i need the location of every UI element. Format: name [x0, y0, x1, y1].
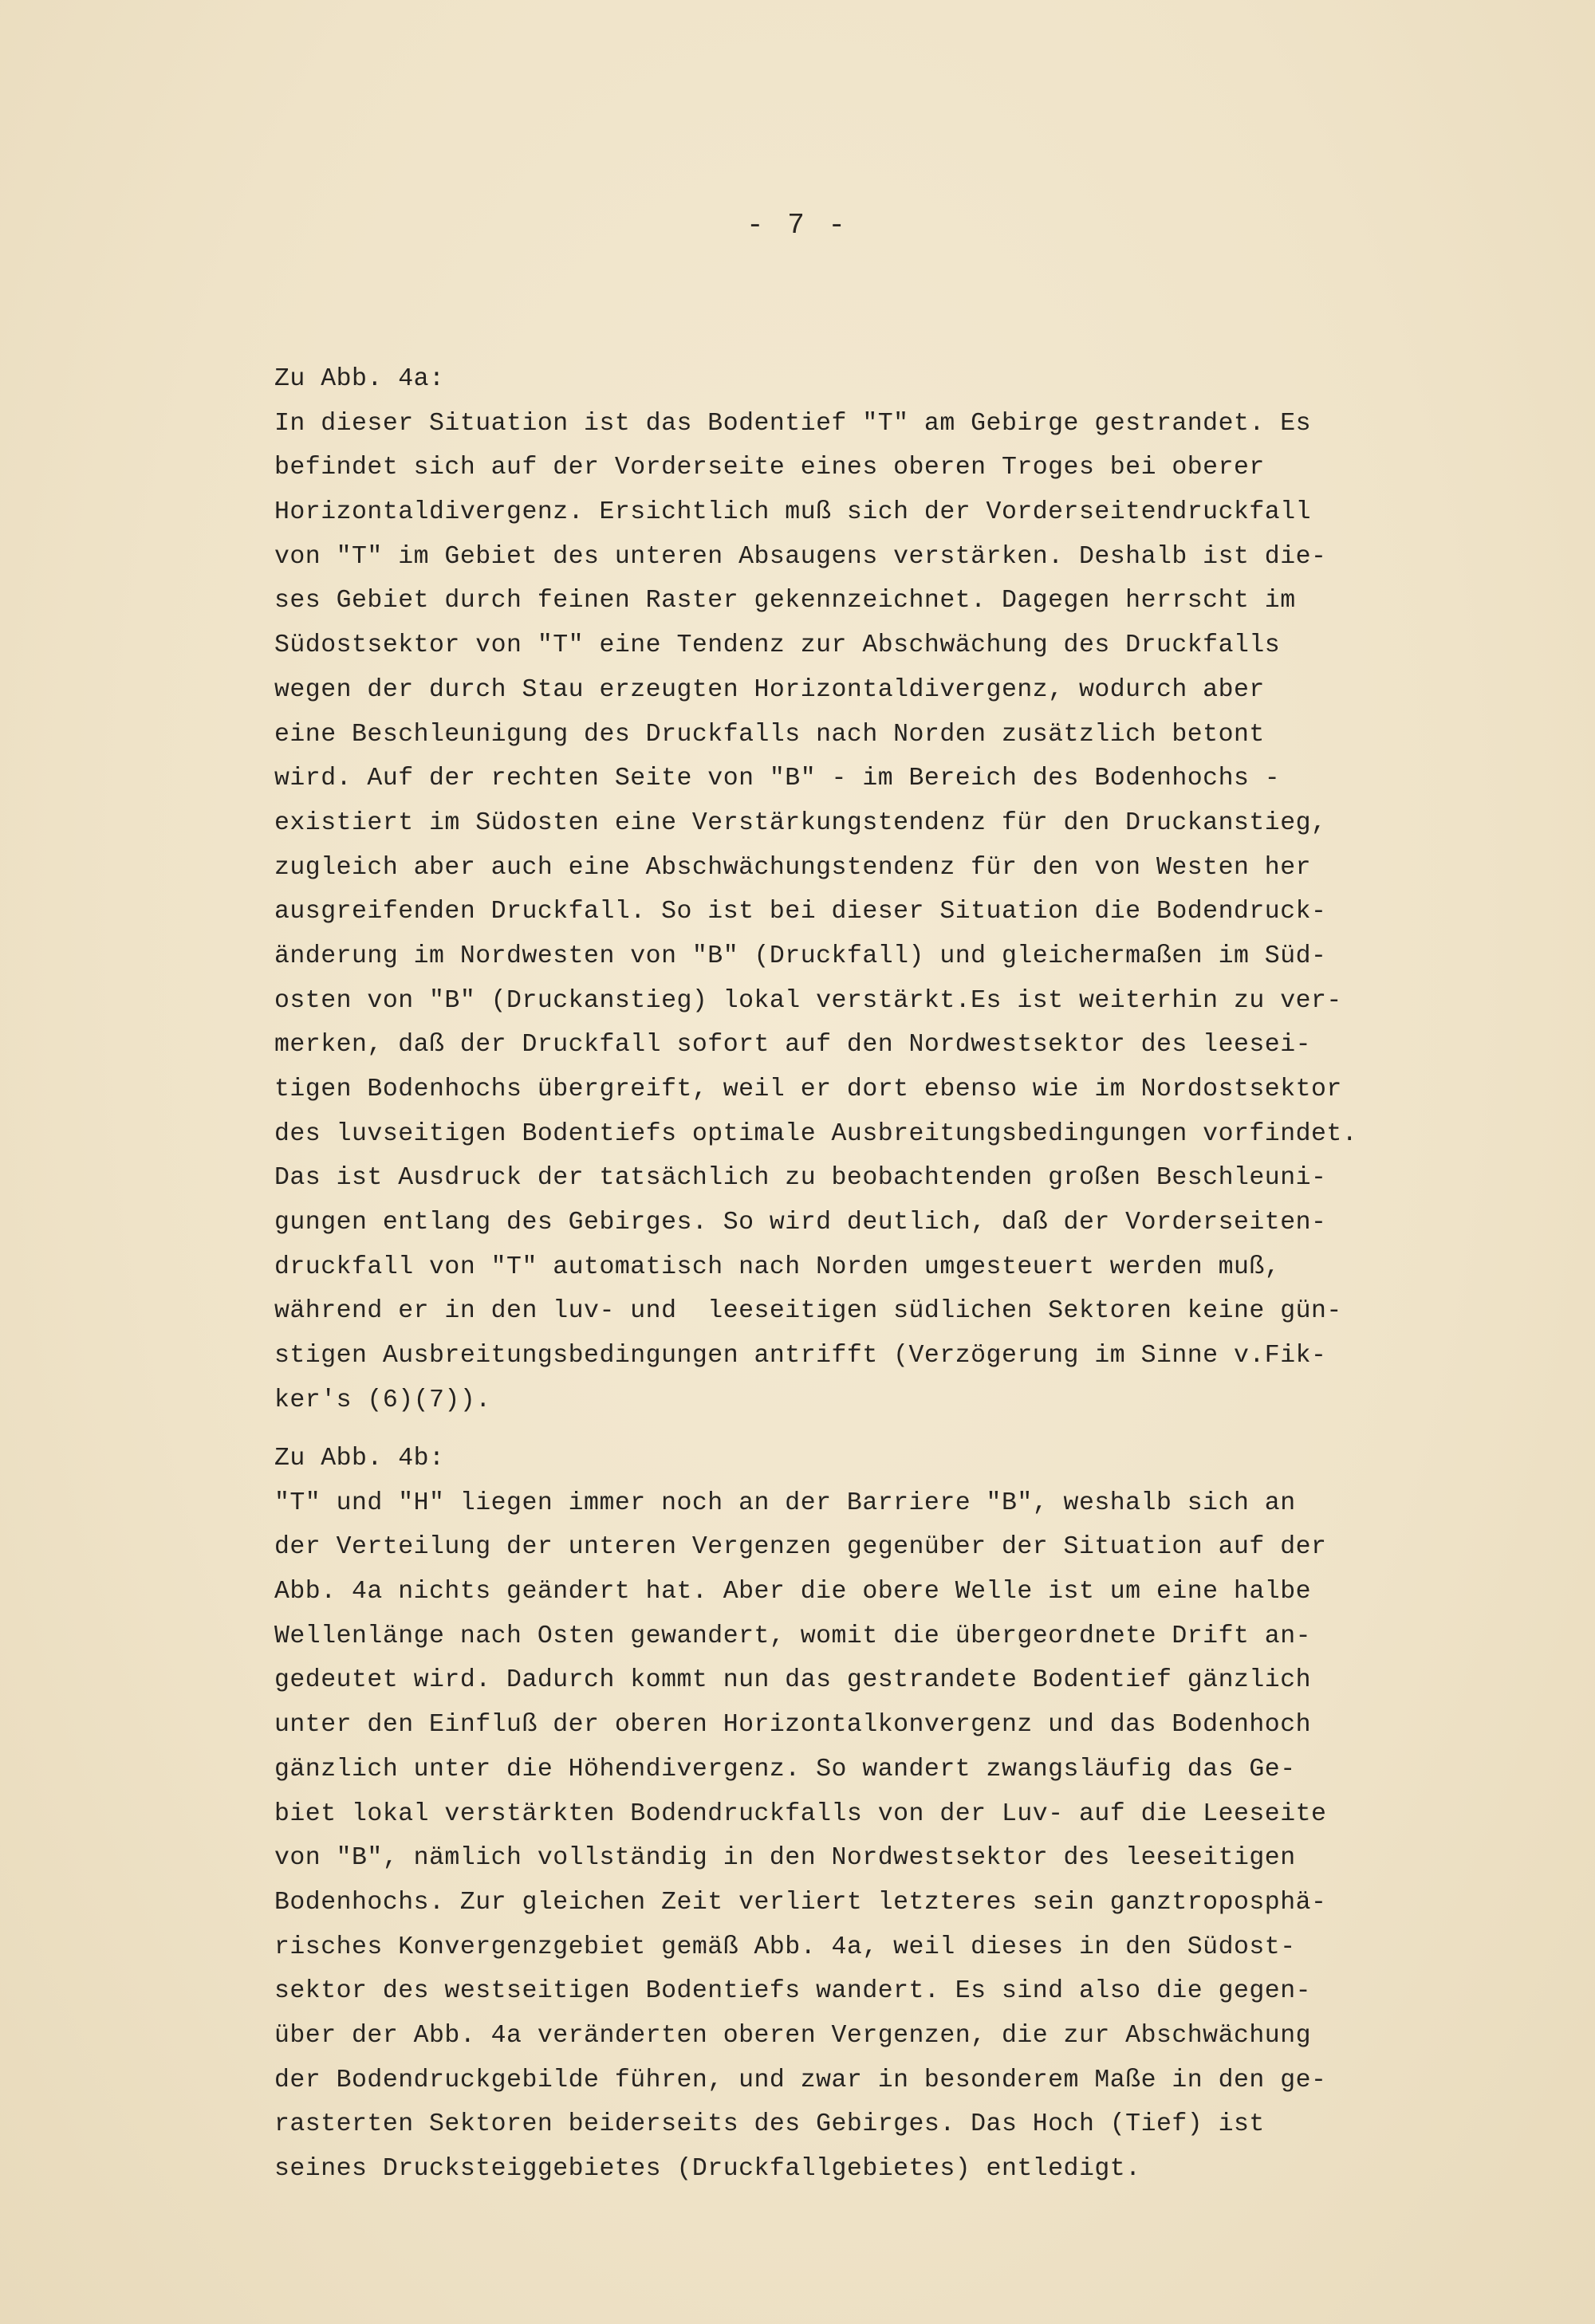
text-line: von "B", nämlich vollständig in den Nordwestsektor des leeseitigen — [274, 1844, 1296, 1873]
section-heading: Zu Abb. 4a: — [274, 365, 445, 393]
text-line: unter den Einfluß der oberen Horizontalkonvergenz und das Bodenhoch — [274, 1711, 1312, 1740]
text-line: zugleich aber auch eine Abschwächungstendenz für den von Westen her — [274, 853, 1312, 882]
text-line: Horizontaldivergenz. Ersichtlich muß sich der Vorderseitendruckfall — [274, 498, 1312, 527]
page-number: - 7 - — [746, 209, 849, 242]
text-line: existiert im Südosten eine Verstärkungstendenz für den Druckanstieg, — [274, 808, 1327, 837]
text-line: wird. Auf der rechten Seite von "B" - im Bereich des Bodenhochs - — [274, 765, 1281, 793]
text-line: wegen der durch Stau erzeugten Horizontaldivergenz, wodurch aber — [274, 675, 1265, 704]
text-line: druckfall von "T" automatisch nach Norden umgesteuert werden muß, — [274, 1252, 1281, 1281]
text-line: sektor des westseitigen Bodentiefs wandert. Es sind also die gegen- — [274, 1977, 1312, 2006]
text-line: stigen Ausbreitungsbedingungen antrifft (Verzögerung im Sinne v.Fik- — [274, 1342, 1327, 1370]
text-line: In dieser Situation ist das Bodentief "T" am Gebirge gestrandet. Es — [274, 409, 1312, 438]
text-line: rasterten Sektoren beiderseits des Gebirges. Das Hoch (Tief) ist — [274, 2110, 1265, 2139]
text-line: änderung im Nordwesten von "B" (Druckfall) und gleichermaßen im Süd- — [274, 942, 1327, 970]
text-line: Abb. 4a nichts geändert hat. Aber die obere Welle ist um eine halbe — [274, 1578, 1312, 1606]
text-line: gungen entlang des Gebirges. So wird deutlich, daß der Vorderseiten- — [274, 1209, 1327, 1237]
text-line: befindet sich auf der Vorderseite eines oberen Troges bei oberer — [274, 454, 1265, 482]
text-line: Südostsektor von "T" eine Tendenz zur Abschwächung des Druckfalls — [274, 631, 1281, 660]
section-heading: Zu Abb. 4b: — [274, 1445, 445, 1473]
section-abb-4a — [274, 357, 1518, 1423]
text-line: gänzlich unter die Höhendivergenz. So wandert zwangsläufig das Ge- — [274, 1755, 1296, 1783]
text-line: während er in den luv- und leeseitigen südlichen Sektoren keine gün- — [274, 1297, 1342, 1326]
text-line: ausgreifenden Druckfall. So ist bei dieser Situation die Bodendruck- — [274, 898, 1327, 926]
text-line: ker's (6)(7)). — [274, 1386, 491, 1414]
text-line: biet lokal verstärkten Bodendruckfalls von der Luv- auf die Leeseite — [274, 1799, 1327, 1828]
text-line: risches Konvergenzgebiet gemäß Abb. 4a, weil dieses in den Südost- — [274, 1933, 1296, 1961]
text-line: "T" und "H" liegen immer noch an der Barriere "B", weshalb sich an — [274, 1488, 1296, 1517]
text-line: eine Beschleunigung des Druckfalls nach Norden zusätzlich betont — [274, 720, 1265, 749]
text-line: ses Gebiet durch feinen Raster gekennzeichnet. Dagegen herrscht im — [274, 587, 1296, 615]
text-line: der Bodendruckgebilde führen, und zwar in besonderem Maße in den ge- — [274, 2066, 1327, 2094]
text-line: tigen Bodenhochs übergreift, weil er dort ebenso wie im Nordostsektor — [274, 1075, 1342, 1103]
text-line: Wellenlänge nach Osten gewandert, womit die übergeordnete Drift an- — [274, 1622, 1312, 1650]
text-line: von "T" im Gebiet des unteren Absaugens verstärken. Deshalb ist die- — [274, 542, 1327, 571]
text-line: der Verteilung der unteren Vergenzen gegenüber der Situation auf der — [274, 1533, 1327, 1562]
text-line: seines Drucksteiggebietes (Druckfallgebietes) entledigt. — [274, 2155, 1141, 2183]
text-line: Das ist Ausdruck der tatsächlich zu beobachtenden großen Beschleuni- — [274, 1164, 1327, 1193]
text-line: gedeutet wird. Dadurch kommt nun das gestrandete Bodentief gänzlich — [274, 1666, 1312, 1695]
text-line: merken, daß der Druckfall sofort auf den Nordwestsektor des leesei- — [274, 1031, 1312, 1060]
section-abb-4b — [274, 1437, 1518, 2192]
text-line: über der Abb. 4a veränderten oberen Vergenzen, die zur Abschwächung — [274, 2021, 1312, 2050]
text-line: des luvseitigen Bodentiefs optimale Ausbreitungsbedingungen vorfindet. — [274, 1119, 1358, 1148]
text-line: Bodenhochs. Zur gleichen Zeit verliert letzteres sein ganztroposphä- — [274, 1888, 1327, 1917]
text-line: osten von "B" (Druckanstieg) lokal verstärkt.Es ist weiterhin zu ver- — [274, 986, 1342, 1015]
